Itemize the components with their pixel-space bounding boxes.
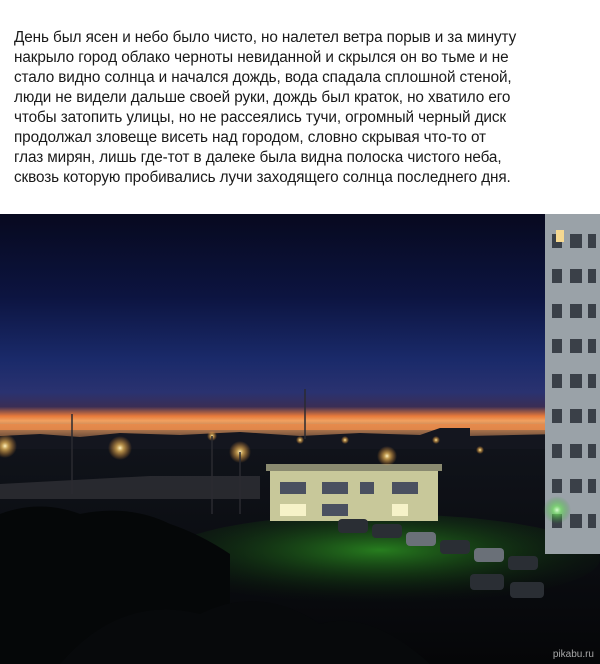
tower-lit-window [556,230,564,242]
caption-line: сквозь которую пробивались лучи заходящего солнца последнего дня. [14,169,511,186]
sky [0,214,600,449]
caption-line: стало видно солнца и начался дождь, вода спадала сплошной стеной, [14,69,512,86]
caption-line: люди не видели дальше своей руки, дождь был краток, но хватило его [14,89,511,106]
tower-windows [552,234,596,528]
caption-line: продолжал зловеще висеть над городом, словно скрывая что-то от [14,129,486,146]
night-city-photo [0,214,600,664]
caption-line: накрыло город облако черноты невиданной и скрылся он во тьме и не [14,49,509,66]
sunset-strip [0,424,560,430]
watermark: pikabu.ru [552,649,594,660]
caption-text [14,28,594,188]
caption-line: глаз мирян, лишь где-тот в далеке была видна полоска чистого неба, [14,149,502,166]
caption-line: День был ясен и небо было чисто, но налетел ветра порыв и за минуту [14,29,517,46]
caption-line: чтобы затопить улицы, но не рассеялись тучи, огромный черный диск [14,109,507,126]
low-building-roof [266,464,442,471]
